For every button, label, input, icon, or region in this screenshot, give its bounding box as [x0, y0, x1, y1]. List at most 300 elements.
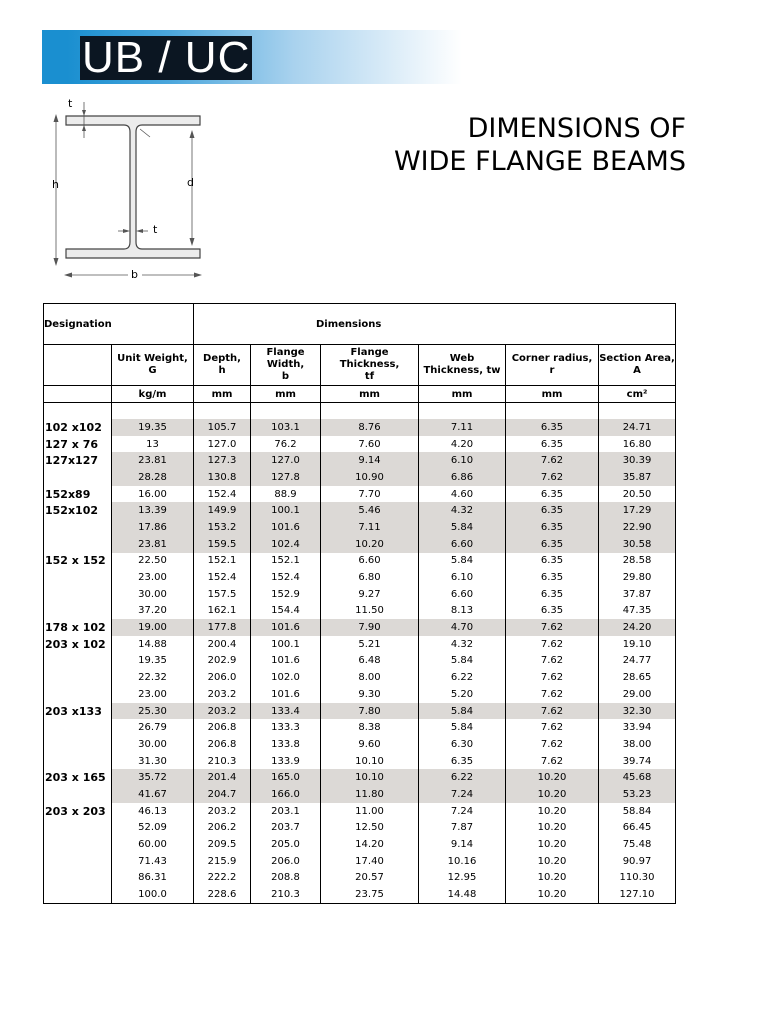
value-cell: 17.86	[112, 519, 194, 536]
table-row	[44, 653, 676, 670]
value-cell: 35.72	[112, 769, 194, 786]
value-cell: 22.50	[112, 553, 194, 570]
designation-cell	[44, 686, 112, 703]
value-cell: 53.23	[599, 786, 676, 803]
designation-cell: 152x89	[45, 487, 91, 501]
value-cell: 23.00	[112, 686, 194, 703]
value-cell: 39.74	[599, 753, 676, 770]
value-cell: 7.11	[419, 419, 506, 436]
value-cell: 101.6	[251, 619, 321, 636]
column-header-name: Corner radius,	[511, 353, 593, 364]
table-row	[44, 553, 676, 570]
value-cell: 206.8	[194, 719, 251, 736]
value-cell: 30.58	[599, 536, 676, 553]
value-cell: 101.6	[251, 686, 321, 703]
value-cell: 8.00	[321, 669, 419, 686]
value-cell: 100.1	[251, 636, 321, 653]
column-header-name: Web Thickness, tw	[423, 353, 501, 376]
value-cell: 8.76	[321, 419, 419, 436]
value-cell: 6.35	[506, 586, 599, 603]
column-header-5	[419, 345, 506, 386]
table-row	[44, 870, 676, 887]
value-cell: 101.6	[251, 519, 321, 536]
column-header-symbol: r	[549, 365, 555, 376]
value-cell: 133.3	[251, 719, 321, 736]
value-cell: 8.13	[419, 603, 506, 620]
value-cell: 66.45	[599, 820, 676, 837]
table-row	[44, 486, 676, 503]
value-cell: 45.68	[599, 769, 676, 786]
table-row	[44, 636, 676, 653]
designation-cell	[44, 519, 112, 536]
value-cell: 46.13	[112, 803, 194, 820]
column-header-3	[251, 345, 321, 386]
value-cell: 25.30	[112, 703, 194, 720]
value-cell: 14.48	[419, 886, 506, 903]
value-cell: 7.62	[506, 636, 599, 653]
column-header-name: Unit Weight,	[117, 353, 188, 364]
value-cell: 206.0	[251, 853, 321, 870]
column-unit-5: mm	[419, 386, 506, 403]
value-cell: 210.3	[194, 753, 251, 770]
value-cell: 6.22	[419, 669, 506, 686]
column-unit-1: kg/m	[112, 386, 194, 403]
designation-unit-blank	[44, 386, 112, 403]
value-cell: 4.32	[419, 502, 506, 519]
value-cell: 206.8	[194, 736, 251, 753]
value-cell: 105.7	[194, 419, 251, 436]
value-cell: 127.3	[194, 452, 251, 469]
t-flange-label: t	[68, 97, 73, 110]
value-cell: 7.24	[419, 803, 506, 820]
beam-profile	[66, 116, 200, 258]
column-unit-7: cm²	[599, 386, 676, 403]
value-cell: 100.1	[251, 502, 321, 519]
designation-cell	[44, 853, 112, 870]
table-row	[44, 586, 676, 603]
value-cell: 100.0	[112, 886, 194, 903]
value-cell: 133.8	[251, 736, 321, 753]
value-cell: 35.87	[599, 469, 676, 486]
value-cell: 75.48	[599, 836, 676, 853]
column-header-name: Flange Width,	[266, 347, 305, 370]
value-cell: 10.20	[506, 786, 599, 803]
table-row	[44, 469, 676, 486]
column-header-symbol: tf	[364, 371, 375, 382]
column-unit-4: mm	[321, 386, 419, 403]
wide-flange-beam-diagram	[40, 92, 220, 282]
table-row	[44, 786, 676, 803]
value-cell: 6.48	[321, 653, 419, 670]
value-cell: 228.6	[194, 886, 251, 903]
value-cell: 201.4	[194, 769, 251, 786]
value-cell: 58.84	[599, 803, 676, 820]
value-cell: 7.70	[321, 486, 419, 503]
value-cell: 7.62	[506, 753, 599, 770]
column-unit-3: mm	[251, 386, 321, 403]
designation-cell: 203 x 102	[45, 637, 106, 651]
value-cell: 30.00	[112, 736, 194, 753]
designation-cell	[44, 719, 112, 736]
designation-cell	[44, 870, 112, 887]
value-cell: 4.20	[419, 436, 506, 453]
value-cell: 209.5	[194, 836, 251, 853]
value-cell: 19.35	[112, 419, 194, 436]
designation-cell	[44, 653, 112, 670]
value-cell: 10.20	[321, 536, 419, 553]
value-cell: 208.8	[251, 870, 321, 887]
column-header-name: Depth,	[203, 353, 241, 364]
value-cell: 101.6	[251, 653, 321, 670]
table-row	[44, 769, 676, 786]
designation-header-blank	[44, 345, 112, 386]
value-cell: 11.80	[321, 786, 419, 803]
value-cell: 102.4	[251, 536, 321, 553]
designation-cell	[44, 786, 112, 803]
value-cell: 205.0	[251, 836, 321, 853]
value-cell: 110.30	[599, 870, 676, 887]
column-header-symbol: G	[148, 365, 157, 376]
value-cell: 10.20	[506, 853, 599, 870]
value-cell: 6.35	[419, 753, 506, 770]
column-header-symbol: h	[218, 365, 226, 376]
value-cell: 204.7	[194, 786, 251, 803]
value-cell: 13	[112, 436, 194, 453]
designation-cell	[44, 820, 112, 837]
value-cell: 10.20	[506, 870, 599, 887]
value-cell: 7.62	[506, 719, 599, 736]
value-cell: 153.2	[194, 519, 251, 536]
value-cell: 203.2	[194, 686, 251, 703]
value-cell: 7.60	[321, 436, 419, 453]
value-cell: 10.20	[506, 803, 599, 820]
value-cell: 127.8	[251, 469, 321, 486]
value-cell: 41.67	[112, 786, 194, 803]
value-cell: 22.90	[599, 519, 676, 536]
value-cell: 24.77	[599, 653, 676, 670]
value-cell: 152.4	[251, 569, 321, 586]
value-cell: 28.65	[599, 669, 676, 686]
value-cell: 5.84	[419, 703, 506, 720]
b-label: b	[131, 268, 138, 281]
value-cell: 206.0	[194, 669, 251, 686]
value-cell: 6.10	[419, 569, 506, 586]
value-cell: 127.10	[599, 886, 676, 903]
value-cell: 88.9	[251, 486, 321, 503]
value-cell: 7.62	[506, 736, 599, 753]
value-cell: 6.35	[506, 419, 599, 436]
document-heading	[394, 112, 686, 178]
value-cell: 5.46	[321, 502, 419, 519]
value-cell: 130.8	[194, 469, 251, 486]
value-cell: 10.16	[419, 853, 506, 870]
table-row	[44, 519, 676, 536]
value-cell: 28.58	[599, 553, 676, 570]
value-cell: 102.0	[251, 669, 321, 686]
value-cell: 7.62	[506, 669, 599, 686]
value-cell: 30.00	[112, 586, 194, 603]
value-cell: 5.84	[419, 519, 506, 536]
table-row	[44, 686, 676, 703]
designation-cell: 127x127	[45, 454, 99, 468]
value-cell: 23.75	[321, 886, 419, 903]
value-cell: 154.4	[251, 603, 321, 620]
table-row	[44, 452, 676, 469]
value-cell: 29.00	[599, 686, 676, 703]
designation-cell	[44, 469, 112, 486]
table-row	[44, 886, 676, 903]
designation-cell	[44, 886, 112, 903]
value-cell: 19.35	[112, 653, 194, 670]
designation-group-header: Designation	[44, 304, 194, 345]
value-cell: 4.60	[419, 486, 506, 503]
value-cell: 157.5	[194, 586, 251, 603]
value-cell: 9.30	[321, 686, 419, 703]
value-cell: 7.11	[321, 519, 419, 536]
value-cell: 86.31	[112, 870, 194, 887]
table-row	[44, 536, 676, 553]
table-row	[44, 603, 676, 620]
value-cell: 13.39	[112, 502, 194, 519]
value-cell: 76.2	[251, 436, 321, 453]
value-cell: 5.20	[419, 686, 506, 703]
t-web-label: t	[153, 223, 158, 236]
value-cell: 10.10	[321, 753, 419, 770]
table-row	[44, 669, 676, 686]
value-cell: 32.30	[599, 703, 676, 720]
table-row	[44, 502, 676, 519]
value-cell: 7.24	[419, 786, 506, 803]
value-cell: 6.60	[419, 536, 506, 553]
value-cell: 127.0	[194, 436, 251, 453]
designation-cell	[44, 753, 112, 770]
dimensions-group-header: Dimensions	[194, 304, 676, 345]
value-cell: 23.81	[112, 536, 194, 553]
value-cell: 152.1	[194, 553, 251, 570]
value-cell: 16.00	[112, 486, 194, 503]
table-row	[44, 820, 676, 837]
value-cell: 60.00	[112, 836, 194, 853]
value-cell: 31.30	[112, 753, 194, 770]
heading-line-1: DIMENSIONS OF	[467, 113, 686, 144]
designation-cell	[44, 536, 112, 553]
value-cell: 29.80	[599, 569, 676, 586]
value-cell: 6.30	[419, 736, 506, 753]
value-cell: 7.62	[506, 619, 599, 636]
value-cell: 152.9	[251, 586, 321, 603]
value-cell: 152.4	[194, 569, 251, 586]
value-cell: 4.70	[419, 619, 506, 636]
value-cell: 14.88	[112, 636, 194, 653]
value-cell: 71.43	[112, 853, 194, 870]
value-cell: 23.81	[112, 452, 194, 469]
value-cell: 215.9	[194, 853, 251, 870]
value-cell: 203.2	[194, 803, 251, 820]
value-cell: 6.35	[506, 486, 599, 503]
value-cell: 166.0	[251, 786, 321, 803]
designation-cell: 178 x 102	[45, 621, 106, 635]
value-cell: 7.62	[506, 452, 599, 469]
value-cell: 127.0	[251, 452, 321, 469]
value-cell: 28.28	[112, 469, 194, 486]
value-cell: 24.20	[599, 619, 676, 636]
value-cell: 6.35	[506, 569, 599, 586]
page-title: UB / UC	[82, 33, 251, 82]
value-cell: 222.2	[194, 870, 251, 887]
value-cell: 6.35	[506, 502, 599, 519]
column-header-6	[506, 345, 599, 386]
column-header-4	[321, 345, 419, 386]
value-cell: 5.84	[419, 653, 506, 670]
value-cell: 11.00	[321, 803, 419, 820]
value-cell: 9.27	[321, 586, 419, 603]
column-unit-2: mm	[194, 386, 251, 403]
value-cell: 206.2	[194, 820, 251, 837]
table-row	[44, 753, 676, 770]
value-cell: 38.00	[599, 736, 676, 753]
table-row	[44, 836, 676, 853]
value-cell: 17.40	[321, 853, 419, 870]
value-cell: 6.22	[419, 769, 506, 786]
value-cell: 47.35	[599, 603, 676, 620]
value-cell: 17.29	[599, 502, 676, 519]
value-cell: 90.97	[599, 853, 676, 870]
value-cell: 4.32	[419, 636, 506, 653]
value-cell: 20.57	[321, 870, 419, 887]
value-cell: 11.50	[321, 603, 419, 620]
value-cell: 16.80	[599, 436, 676, 453]
value-cell: 10.20	[506, 886, 599, 903]
value-cell: 23.00	[112, 569, 194, 586]
value-cell: 133.4	[251, 703, 321, 720]
designation-cell	[44, 586, 112, 603]
value-cell: 200.4	[194, 636, 251, 653]
designation-cell: 203 x 203	[45, 804, 106, 818]
value-cell: 7.62	[506, 703, 599, 720]
designation-cell: 152 x 152	[45, 554, 106, 568]
value-cell: 14.20	[321, 836, 419, 853]
value-cell: 19.10	[599, 636, 676, 653]
value-cell: 5.84	[419, 553, 506, 570]
value-cell: 30.39	[599, 452, 676, 469]
column-header-symbol: A	[633, 365, 641, 376]
value-cell: 5.84	[419, 719, 506, 736]
designation-cell	[44, 669, 112, 686]
value-cell: 177.8	[194, 619, 251, 636]
designation-cell	[44, 569, 112, 586]
value-cell: 10.10	[321, 769, 419, 786]
value-cell: 10.90	[321, 469, 419, 486]
value-cell: 6.35	[506, 536, 599, 553]
value-cell: 149.9	[194, 502, 251, 519]
column-header-1	[112, 345, 194, 386]
value-cell: 152.4	[194, 486, 251, 503]
column-unit-6: mm	[506, 386, 599, 403]
value-cell: 6.80	[321, 569, 419, 586]
value-cell: 9.14	[419, 836, 506, 853]
designation-cell: 152x102	[45, 504, 99, 518]
value-cell: 6.35	[506, 436, 599, 453]
table-body	[44, 403, 676, 904]
value-cell: 133.9	[251, 753, 321, 770]
value-cell: 52.09	[112, 820, 194, 837]
table-row	[44, 419, 676, 436]
value-cell: 7.80	[321, 703, 419, 720]
column-header-symbol: b	[281, 371, 290, 382]
value-cell: 10.20	[506, 836, 599, 853]
h-label: h	[52, 178, 59, 191]
value-cell: 152.1	[251, 553, 321, 570]
column-header-name: Flange Thickness,	[339, 347, 400, 370]
value-cell: 165.0	[251, 769, 321, 786]
heading-line-2: WIDE FLANGE BEAMS	[393, 146, 686, 177]
value-cell: 6.35	[506, 519, 599, 536]
value-cell: 103.1	[251, 419, 321, 436]
value-cell: 203.7	[251, 820, 321, 837]
table-row	[44, 853, 676, 870]
value-cell: 7.62	[506, 653, 599, 670]
value-cell: 203.2	[194, 703, 251, 720]
designation-cell	[44, 736, 112, 753]
value-cell: 6.86	[419, 469, 506, 486]
d-label: d	[187, 176, 194, 189]
designation-cell: 127 x 76	[45, 437, 99, 451]
column-header-name: Section Area,	[599, 353, 675, 364]
value-cell: 20.50	[599, 486, 676, 503]
column-header-2	[194, 345, 251, 386]
value-cell: 33.94	[599, 719, 676, 736]
column-header-7	[599, 345, 676, 386]
value-cell: 24.71	[599, 419, 676, 436]
value-cell: 9.14	[321, 452, 419, 469]
table-row	[44, 719, 676, 736]
value-cell: 210.3	[251, 886, 321, 903]
value-cell: 6.10	[419, 452, 506, 469]
designation-cell: 203 x133	[45, 704, 102, 718]
value-cell: 9.60	[321, 736, 419, 753]
value-cell: 12.95	[419, 870, 506, 887]
value-cell: 202.9	[194, 653, 251, 670]
value-cell: 7.90	[321, 619, 419, 636]
value-cell: 10.20	[506, 820, 599, 837]
designation-cell	[44, 603, 112, 620]
value-cell: 162.1	[194, 603, 251, 620]
designation-cell	[44, 836, 112, 853]
value-cell: 6.60	[321, 553, 419, 570]
value-cell: 8.38	[321, 719, 419, 736]
value-cell: 5.21	[321, 636, 419, 653]
value-cell: 6.60	[419, 586, 506, 603]
value-cell: 12.50	[321, 820, 419, 837]
value-cell: 10.20	[506, 769, 599, 786]
table-row	[44, 619, 676, 636]
value-cell: 7.87	[419, 820, 506, 837]
value-cell: 37.87	[599, 586, 676, 603]
value-cell: 6.35	[506, 553, 599, 570]
beam-dimensions-table	[43, 303, 676, 904]
table-row	[44, 803, 676, 820]
value-cell: 203.1	[251, 803, 321, 820]
designation-cell: 203 x 165	[45, 771, 106, 785]
table-row	[44, 736, 676, 753]
table-row	[44, 703, 676, 720]
value-cell: 37.20	[112, 603, 194, 620]
designation-cell: 102 x102	[45, 420, 102, 434]
value-cell: 159.5	[194, 536, 251, 553]
table-row	[44, 436, 676, 453]
table-row	[44, 569, 676, 586]
value-cell: 22.32	[112, 669, 194, 686]
